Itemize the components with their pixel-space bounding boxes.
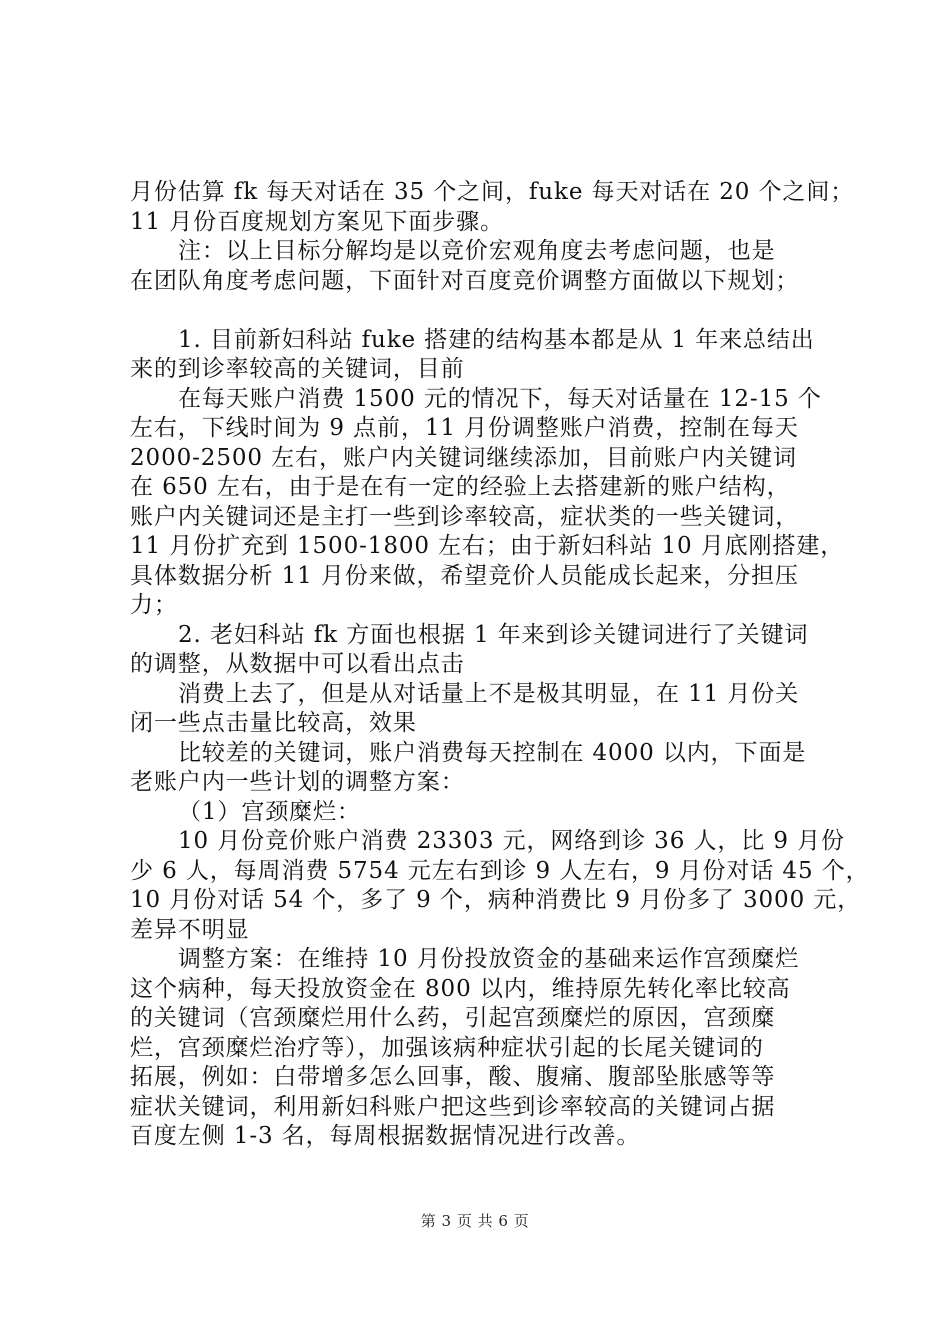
text-line: 差异不明显 <box>130 916 250 943</box>
text-line: 月份估算 fk 每天对话在 35 个之间，fuke 每天对话在 20 个之间； <box>130 179 855 205</box>
text-line: 具体数据分析 11 月份来做，希望竞价人员能成长起来，分担压 <box>130 562 799 589</box>
text-line: 力； <box>130 592 178 618</box>
text-line: 来的到诊率较高的关键词，目前 <box>130 356 465 382</box>
text-line: 症状关键词，利用新妇科账户把这些到诊率较高的关键词占据 <box>130 1093 776 1120</box>
text-line: 闭一些点击量比较高，效果 <box>130 710 417 736</box>
document-body <box>130 178 870 1152</box>
text-line: 10 月份竞价账户消费 23303 元，网络到诊 36 人，比 9 月份 <box>178 828 845 854</box>
text-line: 消费上去了，但是从对话量上不是极其明显，在 11 月份关 <box>178 680 800 707</box>
text-line: 的关键词（宫颈糜烂用什么药，引起宫颈糜烂的原因，宫颈糜 <box>130 1005 776 1031</box>
text-line: 拓展，例如：白带增多怎么回事，酸、腹痛、腹部坠胀感等等 <box>130 1064 776 1090</box>
text-line: 百度左侧 1-3 名，每周根据数据情况进行改善。 <box>130 1123 641 1149</box>
text-line: 账户内关键词还是主打一些到诊率较高，症状类的一些关键词， <box>130 503 800 530</box>
text-line: 注：以上目标分解均是以竞价宏观角度去考虑问题，也是 <box>178 238 776 264</box>
text-line: 的调整，从数据中可以看出点击 <box>130 651 465 677</box>
text-line: 2000-2500 左右，账户内关键词继续添加，目前账户内关键词 <box>130 444 797 471</box>
text-line: 10 月份对话 54 个，多了 9 个，病种消费比 9 月份多了 3000 元， <box>130 887 862 913</box>
page-footer: 第 3 页 共 6 页 <box>420 1212 530 1230</box>
text-line: 左右，下线时间为 9 点前，11 月份调整账户消费，控制在每天 <box>130 415 799 441</box>
text-line: 烂，宫颈糜烂治疗等），加强该病种症状引起的长尾关键词的 <box>130 1034 764 1061</box>
text-line: 2. 老妇科站 fk 方面也根据 1 年来到诊关键词进行了关键词 <box>178 621 809 648</box>
blank-line <box>130 296 830 326</box>
text-line: （1）宫颈糜烂： <box>178 798 361 825</box>
text-line: 在团队角度考虑问题，下面针对百度竞价调整方面做以下规划； <box>130 267 800 294</box>
text-line: 少 6 人，每周消费 5754 元左右到诊 9 人左右，9 月份对话 45 个， <box>130 857 870 884</box>
text-line: 调整方案：在维持 10 月份投放资金的基础来运作宫颈糜烂 <box>178 946 800 972</box>
text-line: 在 650 左右，由于是在有一定的经验上去搭建新的账户结构， <box>130 474 791 500</box>
text-line: 11 月份扩充到 1500-1800 左右；由于新妇科站 10 月底刚搭建， <box>130 533 845 559</box>
text-line: 比较差的关键词，账户消费每天控制在 4000 以内，下面是 <box>178 739 807 766</box>
text-line: 在每天账户消费 1500 元的情况下，每天对话量在 12-15 个 <box>178 385 822 412</box>
text-line: 这个病种，每天投放资金在 800 以内，维持原先转化率比较高 <box>130 975 791 1002</box>
text-line: 1. 目前新妇科站 fuke 搭建的结构基本都是从 1 年来总结出 <box>178 326 815 353</box>
text-line: 老账户内一些计划的调整方案： <box>130 769 465 795</box>
text-line: 11 月份百度规划方案见下面步骤。 <box>130 208 504 235</box>
